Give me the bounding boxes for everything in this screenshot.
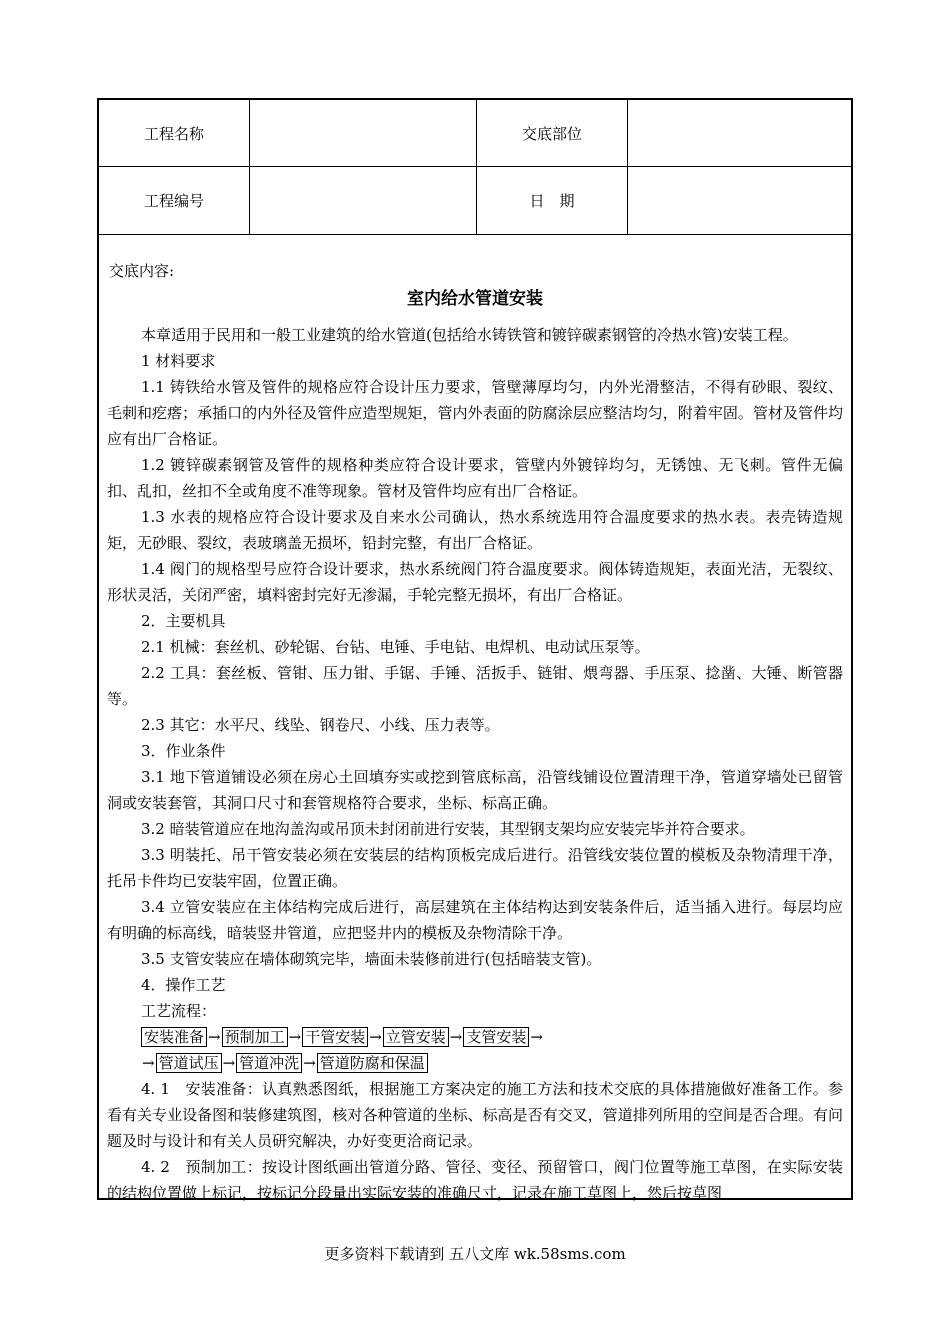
flow-step: 预制加工 (222, 1027, 288, 1047)
paragraph: 3.1 地下管道铺设必须在房心土回填夯实或挖到管底标高，沿管线铺设位置清理干净，管道穿墙处已留管洞或安装套管，其洞口尺寸和套管规格符合要求，坐标、标高正确。 (107, 768, 843, 812)
flow-arrow: → (208, 1028, 221, 1046)
handover-part-value (628, 100, 851, 166)
flow-step: 管道试压 (156, 1053, 222, 1073)
paragraph: 3.2 暗装管道应在地沟盖沟或吊顶未封闭前进行安装，其型钢支架均应安装完毕并符合要求。 (141, 820, 755, 838)
flow-arrow: → (303, 1054, 316, 1072)
paragraph: 4. 1 安装准备：认真熟悉图纸，根据施工方案决定的施工方法和技术交底的具体措施做好准备工作。参看有关专业设备图和装修建筑图，核对各种管道的坐标、标高是否有交叉，管道排列所用的空间是否合理。有问题及时与设计和有关人员研究解决，办好变更洽商记录。 (107, 1080, 843, 1150)
paragraph: 工艺流程： (141, 1002, 217, 1020)
flow-step: 安装准备 (141, 1027, 207, 1047)
flow-arrow: → (530, 1028, 543, 1046)
paragraph: 4．操作工艺 (141, 976, 226, 994)
flow-step: 干管安装 (302, 1027, 368, 1047)
paragraph: 2．主要机具 (141, 612, 226, 630)
flow-step: 管道防腐和保温 (317, 1053, 428, 1073)
footer-text: 更多资料下载请到 五八文库 wk.58sms.com (324, 1245, 626, 1263)
project-no-value (250, 167, 476, 234)
document-title: 室内给水管道安装 (407, 289, 543, 309)
paragraph: 4. 2 预制加工：按设计图纸画出管道分路、管径、变径、预留管口，阀门位置等施工草图，在实际安装的结构位置做上标记，按标记分段量出实际安装的准确尺寸，记录在施工草图上，然后按草图 (107, 1158, 843, 1202)
paragraph: 3．作业条件 (141, 742, 226, 760)
paragraph: 1.4 阀门的规格型号应符合设计要求，热水系统阀门符合温度要求。阀体铸造规矩，表面光洁，无裂纹、形状灵活，关闭严密，填料密封完好无渗漏，手轮完整无损坏，有出厂合格证。 (107, 560, 843, 604)
paragraph: 2.3 其它：水平尺、线坠、钢卷尺、小线、压力表等。 (141, 716, 500, 734)
flow-arrow: → (288, 1028, 302, 1046)
row-divider (99, 234, 851, 235)
handover-form (97, 98, 853, 1200)
project-name-label: 工程名称 (143, 124, 204, 143)
flow-arrow: → (369, 1028, 382, 1046)
handover-part-label: 交底部位 (521, 124, 582, 143)
paragraph: 本章适用于民用和一般工业建筑的给水管道(包括给水铸铁管和镀锌碳素钢管的冷热水管)安装工程。 (141, 326, 798, 344)
flow-arrow: → (142, 1054, 155, 1072)
flow-arrow: → (222, 1054, 236, 1072)
date-value (628, 167, 851, 234)
paragraph: 1.3 水表的规格应符合设计要求及自来水公司确认，热水系统选用符合温度要求的热水表。表壳铸造规矩，无砂眼、裂纹，表玻璃盖无损坏，铅封完整，有出厂合格证。 (107, 508, 843, 552)
paragraph: 3.3 明装托、吊干管安装必须在安装层的结构顶板完成后进行。沿管线安装位置的模板及杂物清理干净，托吊卡件均已安装牢固，位置正确。 (107, 846, 843, 890)
paragraph: 1 材料要求 (141, 352, 216, 370)
handover-content (107, 258, 843, 1206)
flow-step: 管道冲洗 (236, 1053, 302, 1073)
flow-step: 立管安装 (383, 1027, 449, 1047)
paragraph: 1.1 铸铁给水管及管件的规格应符合设计压力要求，管壁薄厚均匀，内外光滑整洁，不得有砂眼、裂纹、毛刺和疙瘩；承插口的内外径及管件应造型规矩，管内外表面的防腐涂层应整洁均匀，附着牢固。管材及管件均应有出厂合格证。 (107, 378, 843, 448)
flow-arrow: → (449, 1028, 463, 1046)
paragraph-list-2 (107, 1076, 843, 1206)
paragraph: 3.4 立管安装应在主体结构完成后进行，高层建筑在主体结构达到安装条件后，适当插入进行。每层均应有明确的标高线，暗装竖井管道，应把竖井内的模板及杂物清除干净。 (107, 898, 843, 942)
paragraph: 2.1 机械：套丝机、砂轮锯、台钻、电锤、手电钻、电焊机、电动试压泵等。 (141, 638, 650, 656)
paragraph: 3.5 支管安装应在墙体砌筑完毕，墙面未装修前进行(包括暗装支管)。 (141, 950, 602, 968)
project-name-value (250, 100, 476, 166)
flow-step: 支管安装 (463, 1027, 529, 1047)
content-label: 交底内容: (109, 262, 175, 280)
process-flow-row-2 (107, 1050, 843, 1076)
project-no-label: 工程编号 (143, 192, 204, 210)
paragraph: 2.2 工具：套丝板、管钳、压力钳、手锯、手锤、活扳手、链钳、煨弯器、手压泵、捻凿、大锤、断管器等。 (107, 664, 843, 708)
paragraph-list (107, 322, 843, 1024)
date-label: 日 期 (529, 192, 575, 210)
paragraph: 1.2 镀锌碳素钢管及管件的规格种类应符合设计要求，管壁内外镀锌均匀，无锈蚀、无飞刺。管件无偏扣、乱扣，丝扣不全或角度不准等现象。管材及管件均应有出厂合格证。 (107, 456, 843, 500)
process-flow-row-1 (107, 1024, 843, 1050)
